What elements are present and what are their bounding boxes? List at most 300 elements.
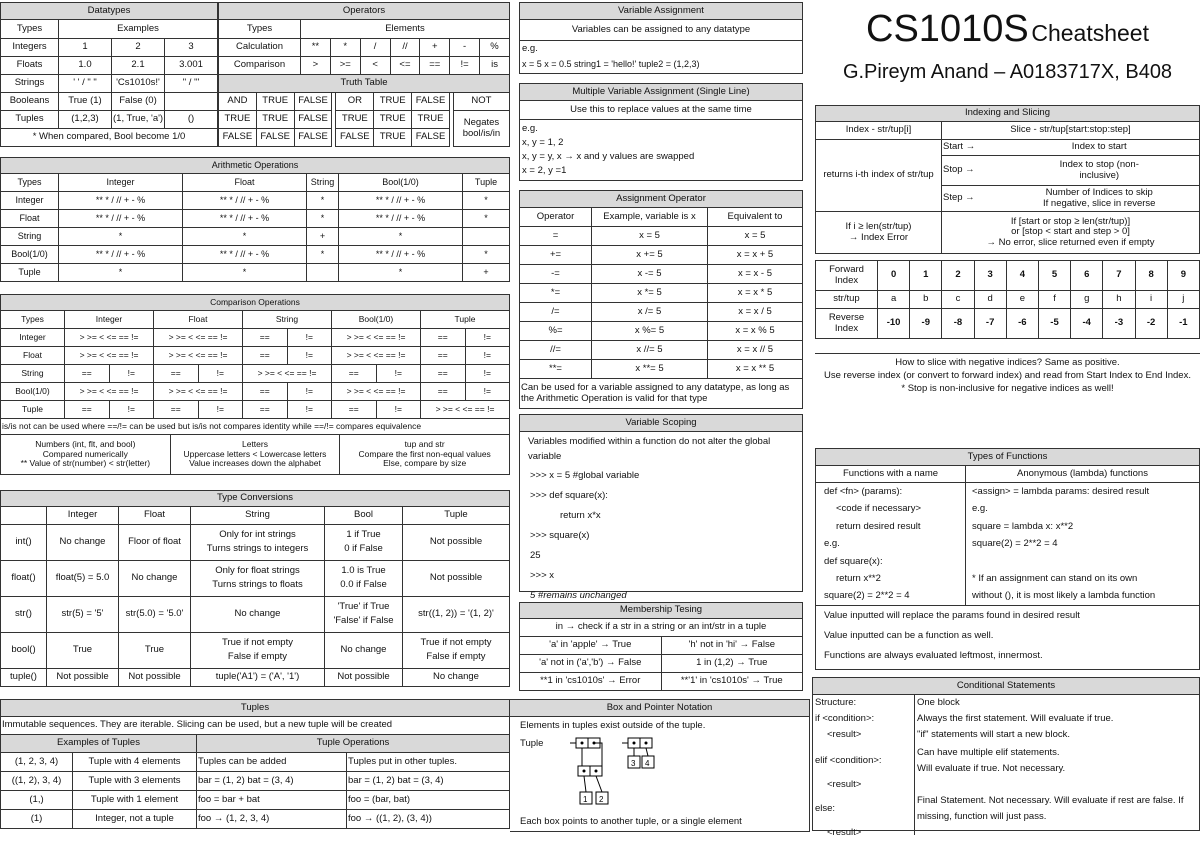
datatypes-section — [0, 2, 218, 147]
box-pointer — [510, 699, 810, 832]
conv-row — [1, 669, 510, 687]
or-label: OR — [336, 93, 374, 111]
tt: TRUE — [219, 111, 257, 129]
ops: ** * / // + - % — [59, 210, 183, 228]
bp-num: 2 — [599, 795, 604, 804]
comparison-table — [0, 294, 510, 435]
ex: Integer, not a tuple — [73, 810, 197, 829]
operators-table — [218, 2, 510, 75]
ix-grid-cell: d — [974, 291, 1006, 309]
arithmetic-section — [0, 157, 510, 282]
ix-line: Number of Indices to skip — [1045, 186, 1153, 198]
op: bar = (1, 2) bat = (3, 4) — [347, 772, 510, 791]
cond-r: Can have multiple elif statements. — [917, 747, 1060, 758]
ops: ** * / // + - % — [183, 210, 307, 228]
conv-line: int() — [15, 536, 32, 548]
op: ** — [301, 39, 331, 57]
fn-r: <assign> = lambda params: desired result — [972, 486, 1150, 497]
cmp: != — [376, 365, 421, 383]
dt-type: Tuples — [1, 111, 59, 129]
conv-cell — [47, 669, 119, 687]
cmp: != — [109, 401, 154, 419]
mt-desc: in → check if a str in a string or an int/str in a tuple — [520, 619, 803, 637]
mt-ex: 'h' not in 'hi' → False — [661, 637, 803, 655]
ix-grid-cell: 5 — [1038, 261, 1070, 291]
ix-start: Start → — [942, 140, 1000, 156]
ix-grid-cell: 9 — [1167, 261, 1199, 291]
op: foo = (bar, bat) — [347, 791, 510, 810]
mt-ex: 'a' not in ('a','b') → False — [520, 655, 662, 673]
fn-r: * If an assignment can stand on its own — [972, 572, 1138, 584]
functions-section — [815, 448, 1200, 670]
ix-line: If negative, slice in reverse — [1043, 197, 1156, 209]
ix-line: → Index Error — [848, 231, 909, 243]
op: % — [480, 39, 510, 57]
ops: ** * / // + - % — [183, 246, 307, 264]
ops: * — [339, 228, 463, 246]
tt: FALSE — [336, 129, 374, 147]
cmp: != — [465, 329, 510, 347]
fn-l: def square(x): — [824, 555, 883, 567]
ao-cell: x = x + 5 — [708, 246, 803, 265]
conv-cell — [403, 633, 510, 669]
conv-cell — [191, 633, 325, 669]
ex: Tuple with 4 elements — [73, 753, 197, 772]
conv-line: Turns strings to integers — [206, 543, 309, 554]
page-title-suffix: Cheatsheet — [1031, 20, 1149, 46]
cmp: > >= < <= == != — [154, 329, 243, 347]
hdr: Integer — [65, 311, 154, 329]
conv-row — [1, 633, 510, 669]
mt-ex: 1 in (1,2) → True — [661, 655, 803, 673]
multiple-assignment — [519, 83, 803, 181]
ao-title: Assignment Operator — [520, 191, 803, 208]
hdr: Types — [1, 311, 65, 329]
code-line: >>> x = 5 #global variable — [530, 470, 640, 481]
dt-ex: 2.1 — [112, 57, 165, 75]
ao-cell: x = x // 5 — [708, 341, 803, 360]
ao-row — [520, 360, 803, 379]
conv-cell — [119, 525, 191, 561]
ao-cell: x /= 5 — [592, 303, 708, 322]
conv-line: str((1, 2)) = '(1, 2)' — [418, 608, 494, 620]
conv-cell — [325, 597, 403, 633]
hdr: Tuple — [421, 311, 510, 329]
tuples-desc: Immutable sequences. They are iterable. Slicing can be used, but a new tuple will be created — [1, 717, 510, 735]
bp-num: 4 — [645, 759, 650, 768]
hdr: String — [307, 174, 339, 192]
code-line: >>> x — [530, 570, 555, 581]
ao-cell: x += 5 — [592, 246, 708, 265]
col-types: Types — [219, 20, 301, 39]
cmp: != — [198, 401, 243, 419]
ix-err-r — [943, 217, 1198, 249]
ix-grid-cell: -5 — [1038, 309, 1070, 339]
conv-fn — [1, 597, 47, 633]
dt-ex: True (1) — [59, 93, 112, 111]
fn-l: e.g. — [824, 538, 840, 550]
arith-title: Arithmetic Operations — [1, 158, 510, 174]
dt-ex: 1.0 — [59, 57, 112, 75]
ix-grid-cell: 0 — [878, 261, 910, 291]
conv-cell — [47, 597, 119, 633]
fn-l: <code if necessary> — [836, 503, 922, 515]
fn-c2: Anonymous (lambda) functions — [1017, 468, 1148, 479]
arithmetic-table — [0, 157, 510, 282]
op: <= — [390, 57, 420, 75]
ao-cell: x = x * 5 — [708, 284, 803, 303]
hdr — [1, 507, 47, 525]
cmp: != — [287, 347, 332, 365]
cmp: != — [109, 365, 154, 383]
ao-row — [520, 227, 803, 246]
va-eg: e.g. — [520, 40, 802, 57]
cmp: == — [65, 365, 110, 383]
indexing-section — [815, 105, 1200, 395]
conv-line: float(5) = 5.0 — [55, 572, 110, 584]
cond-l: if <condition>: — [815, 713, 875, 724]
mt-title: Membership Tesing — [520, 603, 803, 619]
cond-r: "if" statements will start a new block. — [917, 729, 1070, 740]
cmp: == — [421, 347, 466, 365]
code-line: >>> def square(x): — [530, 490, 608, 501]
fn-l: square(2) = 2**2 = 4 — [824, 590, 910, 602]
variable-assignment — [519, 2, 803, 74]
ix-grid-label: Reverse Index — [816, 309, 878, 339]
fn-r: without (), it is most likely a lambda function — [972, 590, 1156, 602]
cmp: != — [465, 383, 510, 401]
op: Tuples put in other tuples. — [347, 753, 510, 772]
ops: ** * / // + - % — [339, 246, 463, 264]
conv-line: bool() — [11, 644, 36, 656]
col-types: Types — [1, 20, 59, 39]
ix-grid-cell: c — [942, 291, 974, 309]
ao-row — [520, 246, 803, 265]
and-label: AND — [219, 93, 257, 111]
tt: TRUE — [256, 111, 294, 129]
dt-ex — [165, 93, 218, 111]
datatypes-table — [0, 2, 218, 147]
conv-line: 1.0 is True — [341, 565, 386, 577]
note-line: Value increases down the alphabet — [189, 458, 321, 469]
ao-cell: x = x / 5 — [708, 303, 803, 322]
ex: (1) — [1, 810, 73, 829]
conv-line: Not possible — [429, 536, 483, 548]
note-line: Letters — [241, 439, 268, 450]
conv-fn — [1, 633, 47, 669]
ix-grid-cell: -3 — [1103, 309, 1135, 339]
dt-ex: 1 — [59, 39, 112, 57]
ix-grid-cell: 7 — [1103, 261, 1135, 291]
conv-line: No change — [234, 608, 281, 620]
hdr: Float — [154, 311, 243, 329]
ix-grid-cell: a — [878, 291, 910, 309]
mt-ex: 'a' in 'apple' → True — [520, 637, 662, 655]
conv-line: Not possible — [56, 671, 109, 683]
assign-table — [519, 190, 803, 409]
ao-cell: *= — [520, 284, 592, 303]
conv-line: str(5.0) = '5.0' — [125, 608, 184, 620]
conv-line: str() — [15, 608, 32, 620]
hdr: Tuple — [403, 507, 510, 525]
ops: * — [307, 192, 339, 210]
ix-line: → No error, slice returned even if empty — [986, 236, 1155, 248]
operators-title: Operators — [219, 3, 510, 20]
mt-ex: **'1' in 'cs1010s' → True — [661, 673, 803, 691]
hdr: Equivalent to — [708, 208, 803, 227]
member-table — [519, 602, 803, 691]
ix-grid-cell: -9 — [910, 309, 942, 339]
cmp: == — [243, 383, 288, 401]
fn-note: Value inputted can be a function as well. — [824, 630, 994, 641]
ex: Tuple with 3 elements — [73, 772, 197, 791]
conditional-section — [812, 677, 1200, 838]
fn-note: Value inputted will replace the params found in desired result — [824, 610, 1080, 621]
conv-line: Not possible — [429, 572, 483, 584]
ix-grid-cell: e — [1006, 291, 1038, 309]
ao-cell: x = x % 5 — [708, 322, 803, 341]
cmp: != — [287, 329, 332, 347]
note-line: Uppercase letters < Lowercase letters — [183, 448, 327, 459]
ops: * — [463, 210, 510, 228]
ex: Tuple with 1 element — [73, 791, 197, 810]
cmp: == — [243, 347, 288, 365]
conv-cell — [47, 633, 119, 669]
ix-grid-cell: -1 — [1167, 309, 1199, 339]
fn-l: return x**2 — [836, 573, 881, 585]
conv-cell — [191, 561, 325, 597]
conv-line: False if empty — [227, 651, 288, 662]
comparison-note: is/is not can be used where ==/!= can be used but is/is not compares identity while ==/!= compares equivalence — [1, 419, 510, 435]
cmp: > >= < <= == != — [65, 383, 154, 401]
ix-grid-label: Forward Index — [816, 261, 878, 291]
op: != — [450, 57, 480, 75]
cmp: > >= < <= == != — [65, 347, 154, 365]
cmp: == — [332, 401, 377, 419]
conv-cell — [191, 525, 325, 561]
ma-line: e.g. — [522, 123, 538, 134]
cmp: != — [287, 383, 332, 401]
bp-num: 1 — [583, 795, 588, 804]
ix-grid-cell: 3 — [974, 261, 1006, 291]
variable-scoping — [519, 414, 803, 601]
conv-line: No change — [59, 536, 106, 548]
hdr: Bool(1/0) — [332, 311, 421, 329]
conversions-section — [0, 490, 510, 687]
ix-grid-cell: g — [1071, 291, 1103, 309]
index-grid — [815, 260, 1200, 339]
note-line: Numbers (int, flt, and bool) — [35, 439, 136, 450]
va-title: Variable Assignment — [520, 3, 802, 20]
ma-desc: Use this to replace values at the same time — [520, 101, 802, 120]
ao-row — [520, 303, 803, 322]
ma-line: x, y = 1, 2 — [522, 137, 564, 148]
conv-line: No change — [131, 572, 178, 584]
conv-fn — [1, 525, 47, 561]
ix-grid-cell: b — [910, 291, 942, 309]
col-elements: Elements — [301, 20, 510, 39]
row-type: Integer — [1, 329, 65, 347]
hdr: String — [191, 507, 325, 525]
ix-grid-cell: h — [1103, 291, 1135, 309]
ix-line: or [stop < start and step > 0] — [1011, 226, 1130, 238]
dt-type: Floats — [1, 57, 59, 75]
row-type: Integer — [1, 192, 59, 210]
cmp: == — [243, 401, 288, 419]
fn-r: square = lambda x: x**2 — [972, 520, 1074, 532]
cmp: == — [421, 383, 466, 401]
truth-table — [218, 74, 510, 147]
va-line: x = 5 x = 0.5 string1 = 'hello!' tuple2 = (1,2,3) — [522, 59, 700, 69]
conv-line: tuple('A1') = ('A', '1') — [215, 671, 300, 683]
ix-grid-cell: j — [1167, 291, 1199, 309]
dt-type: Booleans — [1, 93, 59, 111]
ops: * — [339, 264, 463, 282]
ao-cell: x = 5 — [708, 227, 803, 246]
op: Tuples can be added — [197, 753, 347, 772]
op: >= — [330, 57, 360, 75]
ix-stop: Stop → — [942, 156, 1000, 186]
ix-stop-d: Index to stop (non-inclusive) — [1000, 156, 1200, 186]
mt-ex: **1 in 'cs1010s' → Error — [520, 673, 662, 691]
hdr: Tuple — [463, 174, 510, 192]
ao-row — [520, 322, 803, 341]
bp-foot: Each box points to another tuple, or a single element — [520, 816, 742, 827]
op-type: Calculation — [219, 39, 301, 57]
tt: FALSE — [219, 129, 257, 147]
ex-title: Examples of Tuples — [1, 735, 197, 753]
ops: + — [463, 264, 510, 282]
op: == — [420, 57, 450, 75]
tt: TRUE — [374, 129, 412, 147]
cmp: == — [243, 329, 288, 347]
tt: FALSE — [412, 93, 450, 111]
cmp: > >= < <= == != — [421, 401, 510, 419]
vs-desc: Variables modified within a function do not alter the global variable — [528, 436, 771, 462]
cmp: > >= < <= == != — [243, 365, 332, 383]
row-type: String — [1, 228, 59, 246]
truth-title: Truth Table — [219, 75, 510, 93]
cmp: != — [198, 365, 243, 383]
ops: * — [463, 192, 510, 210]
ao-cell: += — [520, 246, 592, 265]
cmp: == — [154, 365, 199, 383]
conversions-table — [0, 490, 510, 687]
ao-cell: /= — [520, 303, 592, 322]
op: > — [301, 57, 331, 75]
note-line: Else, compare by size — [383, 458, 467, 469]
operators-section — [218, 2, 510, 147]
ao-note: Can be used for a variable assigned to any datatype, as long as the Arithmetic Operation is valid for that type — [520, 379, 803, 409]
tt: FALSE — [294, 129, 332, 147]
op: foo = bar + bat — [197, 791, 347, 810]
conv-fn — [1, 561, 47, 597]
cond-l: <result> — [827, 779, 862, 790]
cmp: > >= < <= == != — [65, 329, 154, 347]
row-type: Float — [1, 347, 65, 365]
conv-line: Only for float strings — [215, 565, 300, 577]
cmp: != — [376, 401, 421, 419]
op: foo → ((1, 2), (3, 4)) — [347, 810, 510, 829]
hdr: Index - str/tup[i] — [816, 122, 942, 140]
ix-step: Step → — [942, 186, 1000, 212]
dt-type: Strings — [1, 75, 59, 93]
cond-r: Will evaluate if true. Not necessary. — [917, 763, 1066, 774]
row-type: Tuple — [1, 264, 59, 282]
conv-line: 0.0 if False — [340, 579, 387, 590]
conv-cell — [403, 597, 510, 633]
ix-step-d — [1001, 188, 1199, 209]
ao-cell: -= — [520, 265, 592, 284]
bp-tuple-label: Tuple — [520, 738, 544, 749]
ops: ** * / // + - % — [183, 192, 307, 210]
ix-line: If [start or stop ≥ len(str/tup)] — [1010, 215, 1131, 227]
conv-line: True if not empty — [420, 637, 492, 649]
tt: FALSE — [294, 93, 332, 111]
cmp: != — [287, 401, 332, 419]
ix-grid-cell: -8 — [942, 309, 974, 339]
author: G.Pireym Anand – A0183717X, B408 — [842, 61, 1173, 83]
vs-title: Variable Scoping — [520, 415, 802, 432]
fn-note: Functions are always evaluated leftmost, innermost. — [824, 650, 1043, 661]
hdr: Bool(1/0) — [339, 174, 463, 192]
conv-line: No change — [340, 644, 387, 656]
ops: + — [307, 228, 339, 246]
ix-err-l — [817, 222, 940, 243]
ao-cell: = — [520, 227, 592, 246]
ao-cell: x **= 5 — [592, 360, 708, 379]
cmp: == — [332, 365, 377, 383]
cmp: == — [65, 401, 110, 419]
conv-row — [1, 561, 510, 597]
cmp: != — [465, 347, 510, 365]
conv-cell — [325, 561, 403, 597]
page-title: CS1010S — [866, 8, 1029, 50]
ops: ** * / // + - % — [339, 192, 463, 210]
code-line: return x*x — [560, 510, 601, 521]
tt: FALSE — [256, 129, 294, 147]
ao-cell: x //= 5 — [592, 341, 708, 360]
cmp: == — [154, 401, 199, 419]
dt-ex: 3 — [165, 39, 218, 57]
ops: ** * / // + - % — [339, 210, 463, 228]
conv-cell — [191, 597, 325, 633]
op: + — [420, 39, 450, 57]
cond-title: Conditional Statements — [813, 678, 1199, 695]
op: * — [330, 39, 360, 57]
datatypes-title: Datatypes — [1, 3, 218, 20]
op: bar = (1, 2) bat = (3, 4) — [197, 772, 347, 791]
ix-neg: Use reverse index (or convert to forward index) and read from Start Index to End Index. — [824, 370, 1191, 381]
dt-ex: 2 — [112, 39, 165, 57]
dt-ex: ' ' / " " — [59, 75, 112, 93]
conv-line: 'False' if False — [333, 615, 394, 626]
ix-grid-cell: -4 — [1071, 309, 1103, 339]
cond-r: Always the first statement. Will evaluate if true. — [917, 713, 1114, 724]
hdr: Slice - str/tup[start:stop:step] — [942, 122, 1200, 140]
ex: (1, 2, 3, 4) — [1, 753, 73, 772]
cmp: > >= < <= == != — [332, 329, 421, 347]
ops: * — [183, 228, 307, 246]
ix-grid-cell: 8 — [1135, 261, 1167, 291]
comparison-notes — [0, 434, 510, 475]
tt: TRUE — [336, 111, 374, 129]
conv-cell — [119, 633, 191, 669]
ops: ** * / // + - % — [59, 246, 183, 264]
conv-fn — [1, 669, 47, 687]
dt-ex: (1, True, 'a') — [112, 111, 165, 129]
tt: FALSE — [412, 129, 450, 147]
